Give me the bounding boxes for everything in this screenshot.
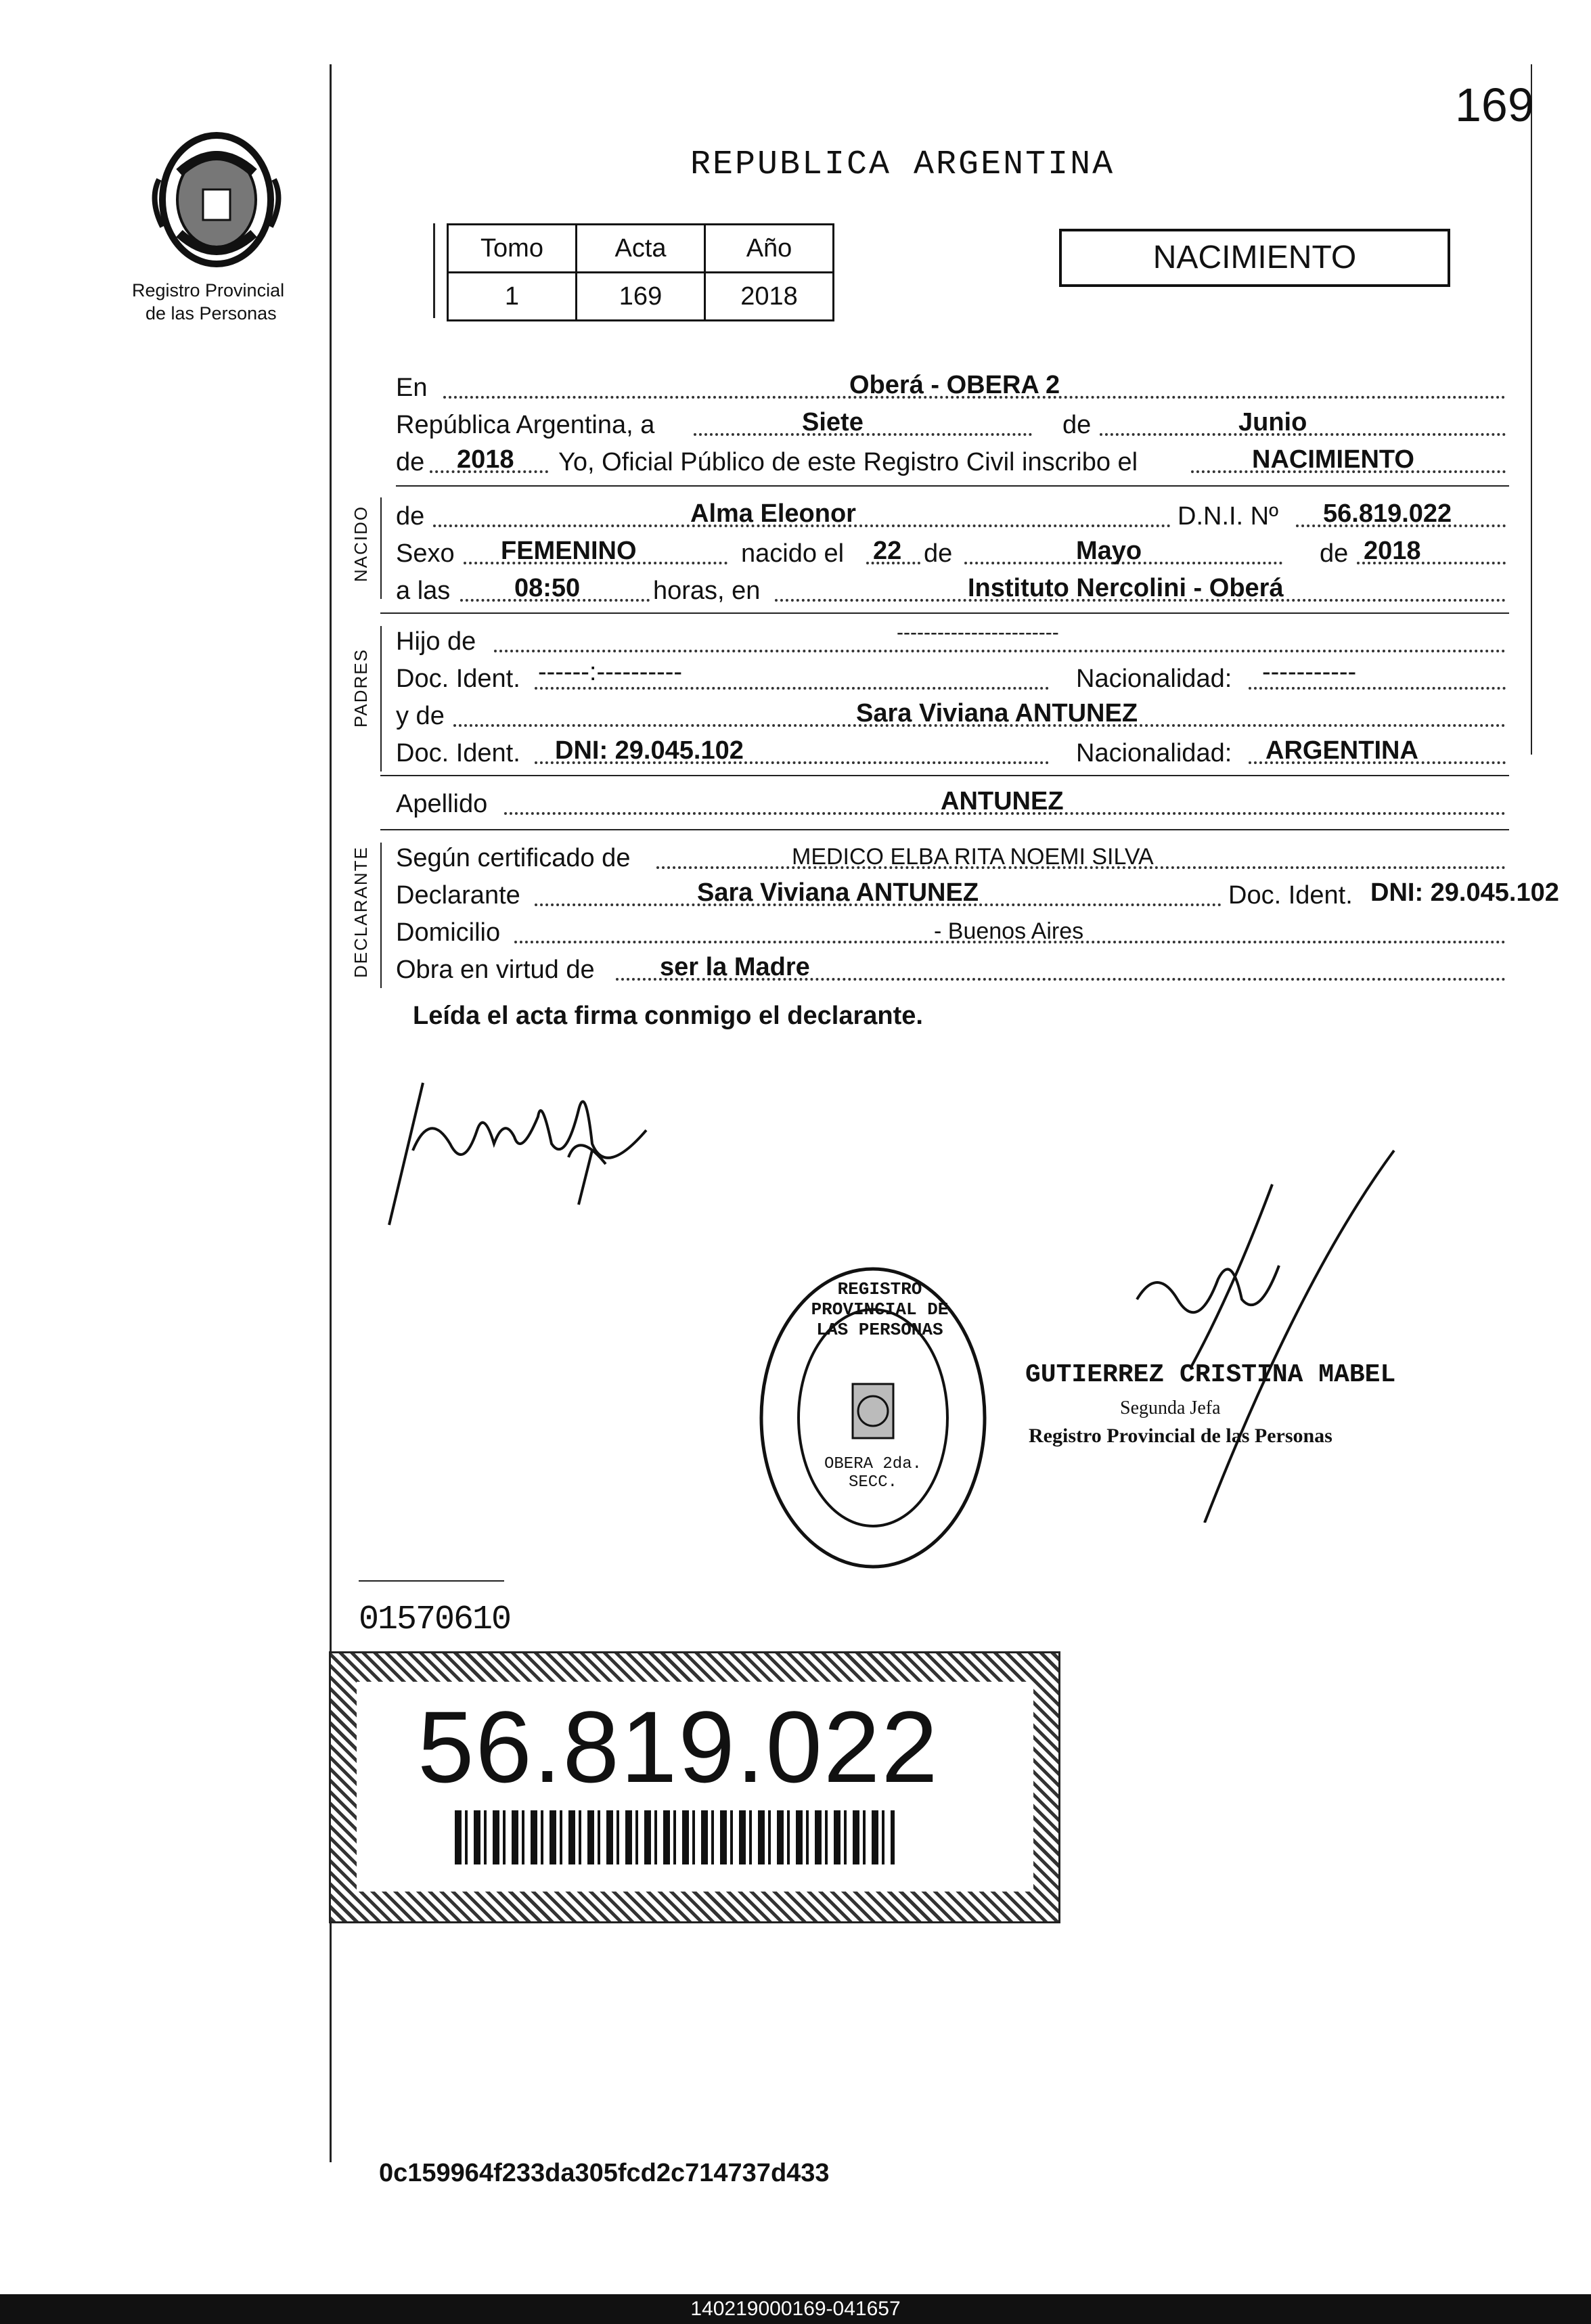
hijo-de-label: Hijo de	[396, 627, 476, 656]
declarante-value: Sara Viviana ANTUNEZ	[697, 878, 979, 907]
handwritten-signature-icon	[376, 1069, 667, 1245]
declarant-signature	[376, 1069, 667, 1245]
declarante-doc-value: DNI: 29.045.102	[1370, 878, 1559, 907]
official-title: Segunda Jefa	[1120, 1398, 1221, 1418]
obra-label: Obra en virtud de	[396, 956, 595, 984]
declarante-label: Declarante	[396, 881, 520, 910]
row-republica	[396, 406, 1509, 443]
apellido-label: Apellido	[396, 790, 488, 818]
horas-en-label: horas, en	[653, 577, 761, 605]
row-nacido-hora	[396, 572, 1509, 608]
record-type-box: NACIMIENTO	[1059, 229, 1450, 287]
page-number: 169	[1455, 79, 1534, 131]
row-nacido-sexo	[396, 535, 1509, 571]
nacionalidad-value-1: -----------	[1262, 658, 1357, 686]
official-name: GUTIERREZ CRISTINA MABEL	[1025, 1360, 1396, 1389]
birth-month-value: Mayo	[1076, 537, 1142, 565]
footer-id: 140219000169-041657	[0, 2294, 1591, 2324]
row-declarante	[396, 876, 1559, 913]
a-las-label: a las	[396, 577, 451, 605]
y-de-label: y de	[396, 702, 445, 730]
nacionalidad-label-2: Nacionalidad:	[1076, 739, 1232, 767]
barcode-number: 56.819.022	[418, 1690, 939, 1804]
official-office: Registro Provincial de las Personas	[1029, 1425, 1332, 1447]
table-left-bar	[433, 223, 435, 318]
serial-number: 01570610	[359, 1601, 511, 1639]
logo-caption-line1: Registro Provincial	[132, 280, 285, 300]
barcode-inner	[357, 1682, 1033, 1892]
registry-value-tomo: 1	[448, 273, 577, 321]
row-certificado	[396, 839, 1509, 876]
row-inscribo	[396, 443, 1509, 480]
nacido-de2-label: de	[924, 539, 953, 568]
dni-value: 56.819.022	[1323, 499, 1452, 528]
day-value: Siete	[802, 408, 864, 437]
nacionalidad-label-1: Nacionalidad:	[1076, 665, 1232, 693]
province-logo	[145, 125, 288, 274]
official-stamp	[751, 1259, 995, 1577]
obra-value: ser la Madre	[660, 953, 810, 981]
row-domicilio	[396, 914, 1509, 950]
de-label: de	[1062, 411, 1092, 439]
doc-ident-label-2: Doc. Ident.	[396, 739, 520, 767]
nacido-name-value: Alma Eleonor	[690, 499, 856, 528]
province-seal-icon	[145, 125, 288, 274]
dni-label: D.N.I. Nº	[1178, 502, 1278, 531]
registry-value-acta: 169	[577, 273, 705, 321]
birth-day-value: 22	[873, 537, 902, 565]
certificado-value: MEDICO ELBA RITA NOEMI SILVA	[792, 844, 1154, 870]
handwritten-signature-icon-2	[1096, 1144, 1408, 1523]
registry-table	[447, 223, 834, 321]
nacido-de3-label: de	[1320, 539, 1349, 568]
apellido-value: ANTUNEZ	[941, 787, 1064, 815]
row-nacido-name	[396, 497, 1509, 534]
row-y-de	[396, 697, 1509, 734]
certificado-label: Según certificado de	[396, 844, 631, 872]
domicilio-value: - Buenos Aires	[934, 918, 1084, 944]
row-doc-ident-2	[396, 734, 1509, 771]
row-obra	[396, 951, 1509, 987]
registry-header-acta: Acta	[577, 225, 705, 273]
nacionalidad-value-2: ARGENTINA	[1265, 736, 1418, 765]
year-value: 2018	[457, 445, 514, 474]
doc-ident-value-1: ------:----------	[538, 658, 683, 686]
sexo-value: FEMENINO	[501, 537, 637, 565]
registry-value-anio: 2018	[705, 273, 834, 321]
month-value: Junio	[1238, 408, 1307, 437]
declarante-section-label: DECLARANTE	[351, 846, 371, 978]
inscribo-label: Yo, Oficial Público de este Registro Civil inscribo el	[558, 448, 1138, 476]
declarante-doc-label: Doc. Ident.	[1228, 881, 1353, 910]
stamp-ring-text: REGISTRO PROVINCIAL DE LAS PERSONAS	[811, 1279, 949, 1340]
padres-section-label: PADRES	[351, 648, 371, 728]
inscribo-value: NACIMIENTO	[1252, 445, 1414, 474]
document-hash: 0c159964f233da305fcd2c714737d433	[379, 2159, 830, 2187]
doc-ident-label-1: Doc. Ident.	[396, 665, 520, 693]
nacido-de-label: de	[396, 502, 425, 531]
republica-label: República Argentina, a	[396, 411, 655, 439]
barcode-frame	[329, 1651, 1060, 1923]
birth-place-value: Instituto Nercolini - Oberá	[968, 574, 1284, 602]
nacido-section-label: NACIDO	[351, 505, 371, 582]
country-title: REPUBLICA ARGENTINA	[690, 146, 1115, 184]
de2-label: de	[396, 448, 425, 476]
stamp-inner-text: OBERA 2da. SECC.	[824, 1455, 922, 1492]
right-margin-line	[1531, 64, 1532, 755]
y-de-value: Sara Viviana ANTUNEZ	[856, 699, 1138, 728]
hijo-de-value: ------------------------	[897, 621, 1059, 644]
row-hijo-de	[396, 623, 1509, 659]
row-doc-ident-1	[396, 660, 1509, 696]
barcode-bars-icon	[455, 1810, 895, 1864]
registry-header-anio: Año	[705, 225, 834, 273]
logo-caption-line2: de las Personas	[145, 303, 277, 323]
doc-ident-value-2: DNI: 29.045.102	[555, 736, 744, 765]
closing-text: Leída el acta firma conmigo el declarante.	[413, 1002, 923, 1030]
sexo-label: Sexo	[396, 539, 455, 568]
official-signature	[1096, 1144, 1408, 1523]
en-value: Oberá - OBERA 2	[849, 371, 1060, 399]
row-en	[396, 369, 1509, 405]
registry-header-tomo: Tomo	[448, 225, 577, 273]
birth-hour-value: 08:50	[514, 574, 581, 602]
domicilio-label: Domicilio	[396, 918, 501, 947]
row-apellido	[396, 785, 1509, 822]
nacido-el-label: nacido el	[741, 539, 845, 568]
birth-year-value: 2018	[1364, 537, 1421, 565]
en-label: En	[396, 374, 428, 402]
